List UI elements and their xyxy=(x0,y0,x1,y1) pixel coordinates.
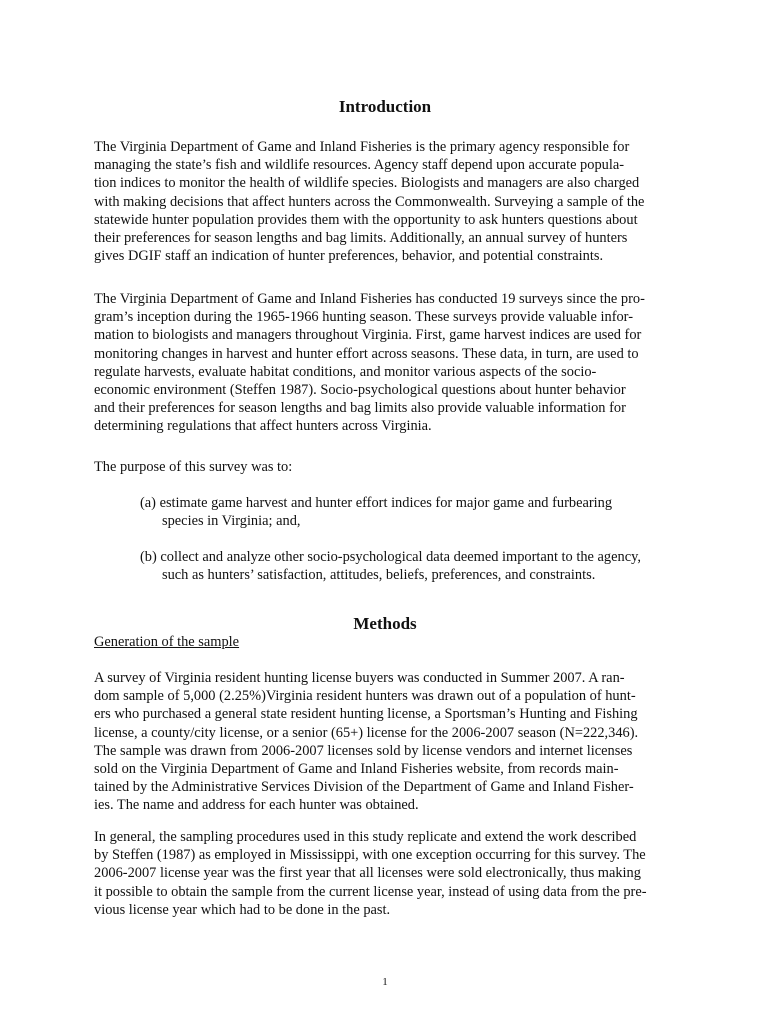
introduction-paragraph-1 xyxy=(94,138,676,265)
text-line: The Virginia Department of Game and Inland Fisheries is the primary agency responsible for xyxy=(94,139,630,155)
methods-subheading: Generation of the sample xyxy=(94,634,240,650)
text-line: The Virginia Department of Game and Inland Fisheries has conducted 19 surveys since the pro- xyxy=(94,291,645,307)
purpose-intro: The purpose of this survey was to: xyxy=(94,459,293,475)
text-line: mation to biologists and managers throughout Virginia. First, game harvest indices are used for xyxy=(94,327,642,344)
text-line: The sample was drawn from 2006-2007 licenses sold by license vendors and internet licenses xyxy=(94,742,633,759)
introduction-heading: Introduction xyxy=(338,97,432,116)
text-line: monitoring changes in harvest and hunter effort across seasons. These data, in turn, are used to xyxy=(94,345,639,362)
text-line: ers who purchased a general state resident hunting license, a Sportsman’s Hunting and Fishing xyxy=(94,706,638,723)
methods-heading: Methods xyxy=(353,614,417,633)
text-line: regulate harvests, evaluate habitat conditions, and monitor various aspects of the socio- xyxy=(94,363,597,380)
text-line: statewide hunter population provides them with the opportunity to ask hunters questions about xyxy=(94,211,638,228)
purpose-list-item-a xyxy=(140,494,680,530)
list-item-text: species in Virginia; and, xyxy=(162,513,301,530)
methods-paragraph-2 xyxy=(94,828,676,919)
list-item-text: (b) collect and analyze other socio-psychological data deemed important to the agency, xyxy=(140,549,641,565)
text-line: A survey of Virginia resident hunting license buyers was conducted in Summer 2007. A ran- xyxy=(94,670,625,686)
text-line: and their preferences for season lengths and bag limits also provide valuable information for xyxy=(94,400,626,417)
text-line: determining regulations that affect hunters across Virginia. xyxy=(94,418,432,435)
methods-paragraph-1 xyxy=(94,669,676,815)
text-line: vious license year which had to be done in the past. xyxy=(94,901,391,918)
text-line: dom sample of 5,000 (2.25%)Virginia resident hunters was drawn out of a population of hunt- xyxy=(94,688,636,705)
text-line: ies. The name and address for each hunter was obtained. xyxy=(94,797,419,814)
text-line: economic environment (Steffen 1987). Socio-psychological questions about hunter behavior xyxy=(94,382,626,399)
text-line: In general, the sampling procedures used in this study replicate and extend the work described xyxy=(94,829,637,845)
list-item-text: (a) estimate game harvest and hunter effort indices for major game and furbearing xyxy=(140,495,613,511)
text-line: license, a county/city license, or a senior (65+) license for the 2006-2007 season (N=222,346). xyxy=(94,724,639,741)
page-number: 1 xyxy=(382,976,388,988)
text-line: their preferences for season lengths and bag limits. Additionally, an annual survey of hunters xyxy=(94,230,628,247)
text-line: 2006-2007 license year was the first year that all licenses were sold electronically, thus making xyxy=(94,865,641,882)
list-item-text: such as hunters’ satisfaction, attitudes, beliefs, preferences, and constraints. xyxy=(162,567,596,584)
purpose-list-item-b xyxy=(140,548,680,584)
text-line: by Steffen (1987) as employed in Mississippi, with one exception occurring for this survey. The xyxy=(94,847,646,864)
introduction-paragraph-2 xyxy=(94,290,676,436)
text-line: with making decisions that affect hunters across the Commonwealth. Surveying a sample of the xyxy=(94,193,645,210)
text-line: gram’s inception during the 1965-1966 hunting season. These surveys provide valuable infor- xyxy=(94,309,633,326)
text-line: tained by the Administrative Services Division of the Department of Game and Inland Fisher- xyxy=(94,779,634,796)
text-line: it possible to obtain the sample from the current license year, instead of using data from the pre- xyxy=(94,883,647,900)
text-line: sold on the Virginia Department of Game and Inland Fisheries website, from records main- xyxy=(94,761,619,778)
text-line: managing the state’s fish and wildlife resources. Agency staff depend upon accurate popula- xyxy=(94,157,625,174)
text-line: tion indices to monitor the health of wildlife species. Biologists and managers are also charged xyxy=(94,175,640,192)
text-line: gives DGIF staff an indication of hunter preferences, behavior, and potential constraints. xyxy=(94,248,604,265)
